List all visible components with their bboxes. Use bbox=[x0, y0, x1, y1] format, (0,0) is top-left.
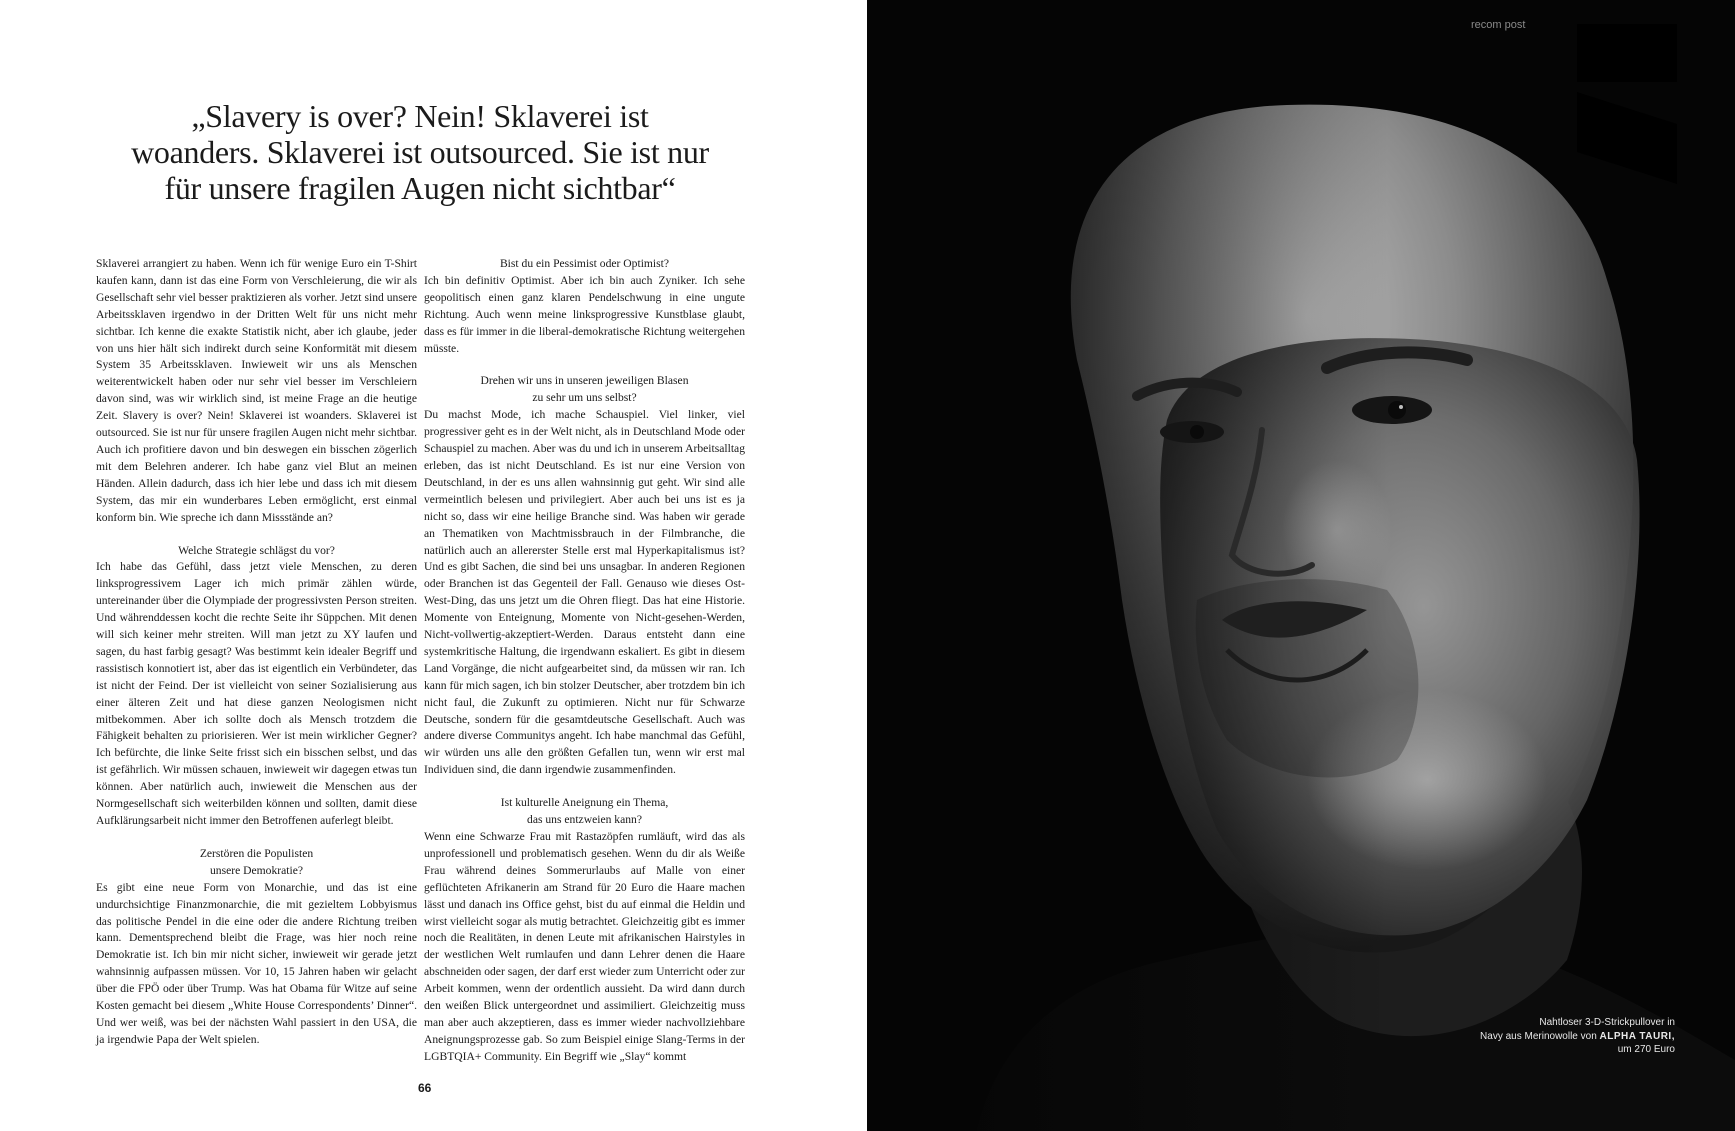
interview-question bbox=[96, 846, 417, 880]
credit-text: Navy aus Merinowolle von bbox=[1480, 1030, 1600, 1042]
question-line: unsere Demokratie? bbox=[209, 863, 304, 877]
credit-line: um 270 Euro bbox=[1617, 1044, 1675, 1055]
credit-line bbox=[1447, 1030, 1675, 1044]
page-number: 66 bbox=[418, 1081, 432, 1095]
question-line: zu sehr um uns selbst? bbox=[532, 391, 637, 405]
question-line: das uns entzweien kann? bbox=[527, 813, 642, 827]
interview-question bbox=[424, 795, 745, 829]
pull-quote bbox=[120, 98, 720, 206]
pull-quote-line: für unsere fragilen Augen nicht sichtbar“ bbox=[164, 170, 676, 206]
body-paragraph: Du machst Mode, ich mache Schauspiel. Viel linker, viel progressiver geht es in der Welt nicht, als in Deutschland Mode oder Schauspiel zu machen. Aber was du und ich in unserem Arbeitsalltag erleben, das ist nicht Deutschland. Es ist nur eine Version von Deutschland, in der es uns allen wahnsinnig gut geht. Wir sind alle vermeintlich belesen und privilegiert. Aber auch bei uns ist es ja nicht so, dass wir eine heilige Branche sind. Was haben wir gerade an Thematiken von Machtmissbrauch in der Filmbranche, die natürlich auch an allererster Stelle erst mal Hyperkapitalismus ist? Und es gibt Sachen, die sind bei uns unsagbar. In anderen Regionen oder Branchen ist das Gegenteil der Fall. Genauso wie dieses Ost-West-Ding, das uns jetzt um die Ohren fliegt. Das hat eine Historie. Momente von Enteignung, Momente von Nicht-gesehen-Werden, Nicht-vollwertig-akzeptiert-Werden. Daraus entsteht dann eine systemkritische Haltung, die irgendwann eskaliert. Es gibt in diesem Land Vorgänge, die nicht aufgearbeitet sind, da müssen wir ran. Ich kann für mich sagen, ich bin stolzer Deutscher, aber trotzdem bin ich nicht faul, die Zukunft zu optimieren. Nicht nur für Schwarze Deutsche, sondern für die gesamtdeutsche Gesellschaft. Auch was andere diverse Communitys angeht. Ich habe manchmal das Gefühl, wir würden uns alle den größten Gefallen tun, wenn wir erst mal Individuen sind, die dann irgendwie zusammenfinden. bbox=[424, 408, 745, 777]
body-paragraph: Ich bin definitiv Optimist. Aber ich bin auch Zyniker. Ich sehe geopolitisch einen ganz klaren Pendelschwung in eine ungute Richtung. Auch wenn meine linksprogressive Kunstblase glaubt, dass es für immer in die liberal-demokratische Richtung weitergehen müsste. bbox=[424, 273, 745, 355]
body-paragraph: Sklaverei arrangiert zu haben. Wenn ich für wenige Euro ein T-Shirt kaufen kann, dann ist das eine Form von Verschleierung, die wir als Gesellschaft sehr viel besser praktizieren als vorher. Jetzt sind unsere Arbeitssklaven irgendwo in der Dritten Welt für uns nicht mehr sichtbar. Ich kenne die exakte Statistik nicht, aber ich glaube, jeder von uns hier hält sich indirekt durch seine Konformität mit diesem System 35 Arbeitssklaven. Inwieweit wir uns als Menschen weiterentwickelt haben oder nur sehr viel besser im Verschleiern davon sind, was wir wirklich sind, ist meine Frage an die heutige Zeit. Slavery is over? Nein! Sklaverei ist woanders. Sklaverei ist outsourced. Sie ist nur für unsere fragilen Augen nicht mehr sichtbar. Auch ich profitiere davon und bin deswegen ein bisschen zögerlich mit dem Belehren anderer. Ich habe ganz viel Blut an meinen Händen. Allein dadurch, dass ich hier lebe und dass ich mit diesem System, das mir ein wunderbares Leben ermöglicht, erst einmal konform bin. Wie spreche ich dann Missstände an? bbox=[96, 257, 417, 524]
interview-question bbox=[96, 543, 417, 560]
question-line: Drehen wir uns in unseren jeweiligen Blasen bbox=[480, 374, 689, 388]
question-line: Zerstören die Populisten bbox=[199, 846, 314, 860]
question-line: Ist kulturelle Aneignung ein Thema, bbox=[500, 796, 669, 810]
magazine-label: recom post bbox=[1471, 19, 1526, 31]
body-paragraph: Ich habe das Gefühl, dass jetzt viele Menschen, zu deren linksprogressivem Lager ich mich primär zählen würde, untereinander über die Olympiade der progressivsten Person streiten. Und währenddessen kocht die rechte Seite ihr Süppchen. Mit denen will sich keiner mehr streiten. Will man jetzt zu XY laufen und sagen, du hast farbig gesagt? Was bestimmt kein idealer Begriff und rassistisch konnotiert ist, aber das ist eigentlich ein Verbündeter, das ist nicht der Feind. Der ist vielleicht von seiner Sozialisierung aus einer älteren Zeit und hat diese ganzen Neologismen nicht mitbekommen. Aber ich sollte doch als Mensch trotzdem die Fähigkeit behalten zu priorisieren. Wer ist mein wirklicher Gegner? Ich befürchte, die linke Seite frisst sich ein bisschen selbst, und das ist gefährlich. Wir müssen schauen, inwieweit wir dagegen etwas tun können. Aber natürlich auch, inwieweit die Menschen aus der Normgesellschaft sich weiterbilden können und sollten, damit diese Aufklärungsarbeit nicht immer den Betroffenen auferlegt bleibt. bbox=[96, 560, 417, 827]
pull-quote-line: „Slavery is over? Nein! Sklaverei ist bbox=[191, 98, 649, 134]
question-line: Bist du ein Pessimist oder Optimist? bbox=[499, 257, 670, 270]
article-column-right bbox=[424, 256, 745, 1066]
interview-question bbox=[424, 373, 745, 407]
body-paragraph: Wenn eine Schwarze Frau mit Rastazöpfen rumläuft, wird das als unprofessionell und problematisch gesehen. Wenn du dir als Weiße Frau während deines Sommerurlaubs auf Malle von einer geflüchteten Afrikanerin am Strand für 20 Euro die Haare machen lässt und danach ins Office gehst, bist du auf einmal die Heldin und wirst vielleicht sogar als mutig betrachtet. Gleichzeitig gibt es immer noch die Realitäten, in denen Leute mit afrikanischen Hairstyles in der westlichen Welt rumlaufen und dann Lehrer denen die Haare abschneiden oder sagen, der darf erst wieder zum Unterricht oder zur Arbeit kommen, wenn der ordentlich aussieht. Da wird dann durch den weißen Blick untergeordnet und assimiliert. Gleichzeitig muss man aber auch akzeptieren, dass es immer wieder nachvollziehbare Aneignungsprozesse gab. So zum Beispiel einige Slang-Terms in der LGBTQIA+ Community. Ein Begriff wie „Slay“ kommt bbox=[424, 830, 745, 1063]
question-line: Welche Strategie schlägst du vor? bbox=[178, 543, 335, 557]
credit-brand: ALPHA TAURI, bbox=[1599, 1030, 1675, 1042]
interview-question bbox=[424, 256, 745, 273]
credit-line: Nahtloser 3-D-Strickpullover in bbox=[1539, 1017, 1675, 1028]
left-page bbox=[0, 0, 867, 1131]
pull-quote-line: woanders. Sklaverei ist outsourced. Sie ist nur bbox=[131, 134, 709, 170]
portrait-page bbox=[867, 0, 1735, 1131]
body-paragraph: Es gibt eine neue Form von Monarchie, und das ist eine undurchsichtige Finanzmonarchie, die mit gezieltem Lobbyismus das politische Pendel in die eine oder die andere Richtung treiben kann. Dementsprechend bleibt die Frage, was hier noch reine Demokratie ist. Ich bin mir nicht sicher, inwieweit wir gerade jetzt wahnsinnig aufpassen müssen. Vor 10, 15 Jahren haben wir gelacht über die FPÖ oder über Trump. Was hat Obama für Witze auf seine Kosten gemacht bei diesem „White House Correspondents’ Dinner“. Und wer weiß, was bei der nächsten Wahl passiert in den USA, die ja irgendwie Papa der Welt spielen. bbox=[96, 880, 417, 1046]
article-column-left bbox=[96, 256, 417, 1049]
fashion-credit bbox=[1447, 1016, 1675, 1057]
magazine-logo-icon bbox=[1577, 24, 1677, 189]
